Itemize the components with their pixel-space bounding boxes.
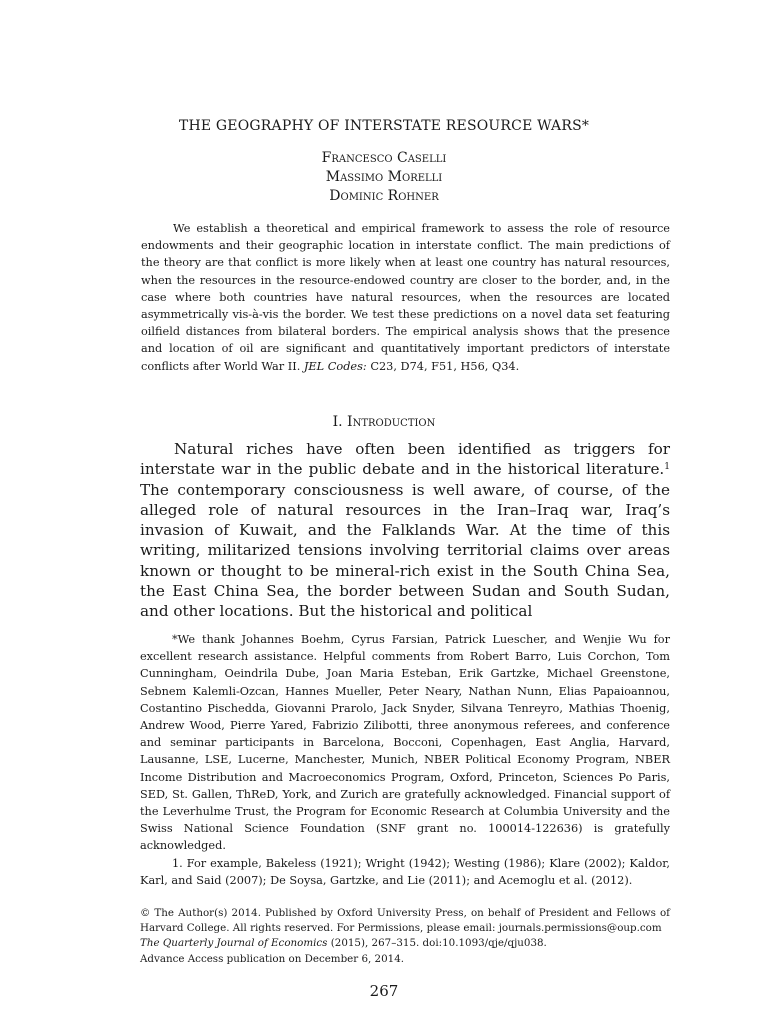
author-name: Massimo Morelli <box>325 169 443 185</box>
citation-details: (2015), 267–315. doi:10.1093/qje/qju038. <box>330 937 547 950</box>
introduction-paragraph <box>140 439 670 622</box>
acknowledgment-footnote: *We thank Johannes Boehm, Cyrus Farsian, Patrick Luescher, and Wenjie Wu for excellent research assistance. Helpful comments from Robert Barro, Luis Corchon, Tom Cunningham, Oeindrila Dube, Joan Maria Esteban, Erik Gartzke, Michael Greenstone, Sebnem Kalemli-Ozcan, Hannes Mueller, Peter Neary, Nathan Nunn, Elias Papaioannou, Costantino Pischedda, Giovanni Prarolo, Jack Snyder, Silvana Tenreyro, Mathias Thoenig, Andrew Wood, Pierre Yared, Fabrizio Zilibotti, three anonymous referees, and conference and seminar participants in Barcelona, Bocconi, Copenhagen, East Anglia, Harvard, Lausanne, LSE, Lucerne, Manchester, Munich, NBER Political Economy Program, NBER Income Distribution and Macroeconomics Program, Oxford, Princeton, Sciences Po Paris, SED, St. Gallen, ThReD, York, and Zurich are gratefully acknowledged. Financial support of the Leverhulme Trust, the Program for Economic Research at Columbia University and the Swiss National Science Foundation (SNF grant no. 100014-122636) is gratefully acknowledged. <box>140 633 670 853</box>
author-list <box>0 149 768 206</box>
jel-codes: C23, D74, F51, H56, Q34. <box>370 359 520 373</box>
paper-title: THE GEOGRAPHY OF INTERSTATE RESOURCE WARS* <box>178 118 590 134</box>
journal-name: The Quarterly Journal of Economics <box>140 937 328 950</box>
footnotes <box>140 631 670 889</box>
advance-access-note: Advance Access publication on December 6, 2014. <box>140 952 405 965</box>
author-name: Dominic Rohner <box>329 188 439 204</box>
page-number: 267 <box>369 982 399 1000</box>
jel-codes-label: JEL Codes: <box>303 359 367 373</box>
copyright-notice: © The Author(s) 2014. Published by Oxford University Press, on behalf of President and Fellows of Harvard College. All rights reserved. For Permissions, please email: journals.permissions@oup.com <box>140 907 670 935</box>
intro-text-part2: The contemporary consciousness is well aware, of course, of the alleged role of natural resources in the Iran–Iraq war, Iraq’s invasion of Kuwait, and the Falklands War. At the time of this writing, militarized tensions involving territorial claims over areas known or thought to be mineral-rich exist in the South China Sea, the East China Sea, the border between Sudan and South Sudan, and other locations. But the historical and political <box>140 480 670 621</box>
journal-citation <box>140 936 670 951</box>
section-heading: I. Introduction <box>332 414 436 430</box>
abstract <box>141 220 670 375</box>
author-name: Francesco Caselli <box>321 150 447 166</box>
abstract-text: We establish a theoretical and empirical framework to assess the role of resource endowments and their geographic location in interstate conflict. The main predictions of the theory are that conflict is more likely when at least one country has natural resources, when the resources in the resource-endowed country are closer to the border, and, in the case where both countries have natural resources, when the resources are located asymmetrically vis-à-vis the border. We test these predictions on a novel data set featuring oilfield distances from bilateral borders. The empirical analysis shows that the presence and location of oil are significant and quantitatively important predictors of interstate conflicts after World War II. <box>141 222 670 373</box>
copyright-block <box>140 906 670 967</box>
intro-text-part1: Natural riches have often been identified as triggers for interstate war in the public debate and in the historical literature. <box>140 440 670 479</box>
footnote-marker: 1 <box>664 462 670 473</box>
footnote-1: 1. For example, Bakeless (1921); Wright (1942); Westing (1986); Klare (2002); Kaldor, Karl, and Said (2007); De Soysa, Gartzke, and Lie (2011); and Acemoglu et al. (2012). <box>140 856 670 887</box>
